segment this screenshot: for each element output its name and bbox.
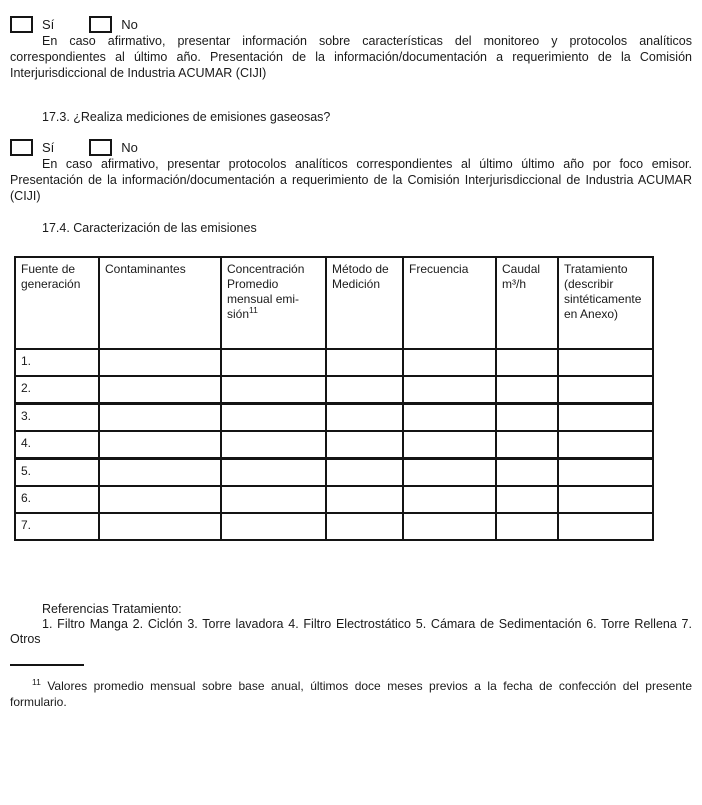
empty-cell <box>99 486 221 513</box>
monitoring-no-label: No <box>121 17 138 32</box>
empty-cell <box>558 513 653 540</box>
footnote-separator-rule <box>10 664 84 666</box>
empty-cell <box>558 376 653 404</box>
table-row-2 <box>15 376 653 404</box>
empty-cell <box>558 349 653 376</box>
footnote-11-reference: 11 <box>249 305 258 315</box>
empty-cell <box>326 513 403 540</box>
monitoring-yes-no-row <box>10 16 692 33</box>
col-header-fuente: Fuente de generación <box>15 257 99 349</box>
empty-cell <box>403 376 496 404</box>
col-header-contaminantes: Contaminantes <box>99 257 221 349</box>
emissions-no-label: No <box>121 140 138 155</box>
empty-cell <box>99 459 221 487</box>
col-header-metodo: Método de Medición <box>326 257 403 349</box>
empty-cell <box>326 404 403 432</box>
section-17-4-heading: 17.4. Caracterización de las emisiones <box>42 221 257 235</box>
empty-cell <box>326 459 403 487</box>
row-label: 6. <box>15 486 99 513</box>
empty-cell <box>326 376 403 404</box>
table-row-4 <box>15 431 653 459</box>
footnote-11-text: Valores promedio mensual sobre base anual, últimos doce meses previos a la fecha de confección del presente formulario. <box>10 679 692 709</box>
section-17-3-heading: 17.3. ¿Realiza mediciones de emisiones gaseosas? <box>42 110 331 124</box>
footnote-11-marker: 11 <box>32 677 41 687</box>
empty-cell <box>326 431 403 459</box>
table-row-6 <box>15 486 653 513</box>
col-header-tratamiento: Tratamiento (describir sintéticamente en Anexo) <box>558 257 653 349</box>
empty-cell <box>496 486 558 513</box>
footnote-11 <box>10 678 692 710</box>
emissions-yes-no-row <box>10 139 692 156</box>
empty-cell <box>496 376 558 404</box>
table-row-5 <box>15 459 653 487</box>
col-header-concentracion-text: Concentración Promedio mensual emisión <box>227 262 305 321</box>
empty-cell <box>99 513 221 540</box>
empty-cell <box>403 431 496 459</box>
row-label: 3. <box>15 404 99 432</box>
empty-cell <box>326 349 403 376</box>
references-title: Referencias Tratamiento: <box>42 602 182 616</box>
empty-cell <box>496 513 558 540</box>
empty-cell <box>496 349 558 376</box>
row-label: 5. <box>15 459 99 487</box>
monitoring-instructions-paragraph: En caso afirmativo, presentar información sobre características del monitoreo y protocolos analíticos correspondientes al último año. Presentación de la información/documentación a requerimiento de la Comisión Interjurisdiccional de Industria ACUMAR (CIJI) <box>10 34 692 80</box>
table-row-1 <box>15 349 653 376</box>
empty-cell <box>403 513 496 540</box>
empty-cell <box>558 404 653 432</box>
empty-cell <box>403 486 496 513</box>
empty-cell <box>558 431 653 459</box>
empty-cell <box>99 404 221 432</box>
table-header-row <box>15 257 653 349</box>
references-list: 1. Filtro Manga 2. Ciclón 3. Torre lavadora 4. Filtro Electrostático 5. Cámara de Sedimentación 6. Torre Rellena 7. Otros <box>10 617 692 646</box>
treatment-references <box>10 601 692 647</box>
empty-cell <box>496 404 558 432</box>
empty-cell <box>221 431 326 459</box>
empty-cell <box>99 376 221 404</box>
col-header-concentracion <box>221 257 326 349</box>
empty-cell <box>403 404 496 432</box>
monitoring-yes-checkbox[interactable] <box>10 16 33 33</box>
empty-cell <box>221 376 326 404</box>
empty-cell <box>558 459 653 487</box>
monitoring-yes-label: Sí <box>42 17 55 32</box>
table-row-7 <box>15 513 653 540</box>
col-header-caudal: Caudal m³/h <box>496 257 558 349</box>
empty-cell <box>326 486 403 513</box>
col-header-frecuencia: Frecuencia <box>403 257 496 349</box>
empty-cell <box>403 349 496 376</box>
empty-cell <box>221 349 326 376</box>
empty-cell <box>403 459 496 487</box>
empty-cell <box>221 486 326 513</box>
empty-cell <box>99 349 221 376</box>
row-label: 2. <box>15 376 99 404</box>
emissions-no-checkbox[interactable] <box>89 139 112 156</box>
emissions-characterization-table <box>14 256 654 541</box>
empty-cell <box>496 459 558 487</box>
empty-cell <box>221 459 326 487</box>
empty-cell <box>496 431 558 459</box>
row-label: 1. <box>15 349 99 376</box>
form-page <box>0 16 702 710</box>
empty-cell <box>221 404 326 432</box>
empty-cell <box>558 486 653 513</box>
row-label: 7. <box>15 513 99 540</box>
empty-cell <box>99 431 221 459</box>
emissions-yes-checkbox[interactable] <box>10 139 33 156</box>
emissions-instructions-paragraph: En caso afirmativo, presentar protocolos analíticos correspondientes al último último año por foco emisor. Presentación de la información/documentación a requerimiento de la Comisión Interjurisdiccional de Industria ACUMAR (CIJI) <box>10 157 692 203</box>
empty-cell <box>221 513 326 540</box>
table-row-3 <box>15 404 653 432</box>
emissions-yes-label: Sí <box>42 140 55 155</box>
row-label: 4. <box>15 431 99 459</box>
monitoring-no-checkbox[interactable] <box>89 16 112 33</box>
